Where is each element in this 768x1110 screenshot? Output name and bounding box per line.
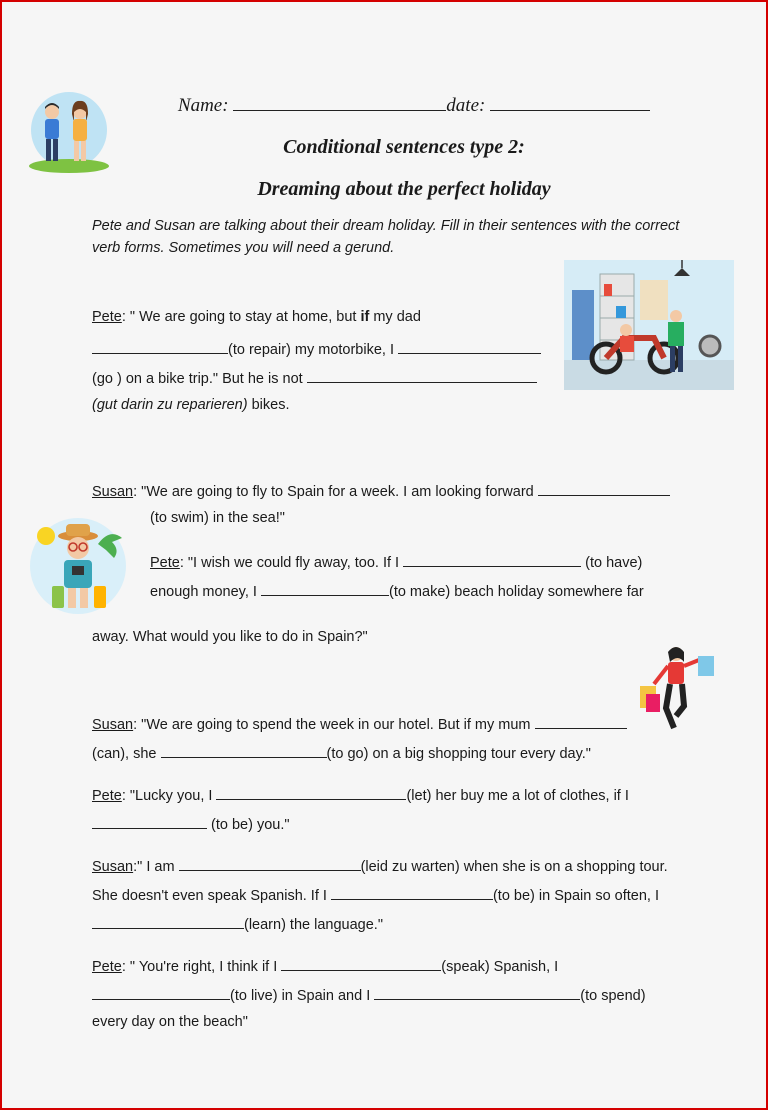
title-line-1: Conditional sentences type 2:	[283, 136, 525, 158]
speaker-susan: Susan	[92, 484, 134, 500]
p2-line-2: (to swim) in the sea!"	[150, 510, 285, 526]
p7-line-1: Pete: " You're right, I think if I (speak) Spanish, I	[92, 956, 558, 975]
name-label: Name:	[177, 95, 229, 116]
p6-line-2: She doesn't even speak Spanish. If I (to be) in Spain so often, I	[92, 885, 659, 904]
answer-blank[interactable]	[179, 856, 361, 871]
date-blank[interactable]	[490, 96, 650, 111]
answer-blank[interactable]	[307, 368, 537, 383]
answer-blank[interactable]	[261, 581, 389, 596]
p6-line-1: Susan:" I am (leid zu warten) when she is on a shopping tour.	[92, 856, 668, 875]
speaker-susan: Susan	[92, 717, 134, 733]
answer-blank[interactable]	[403, 552, 581, 567]
title-line-2: Dreaming about the perfect holiday	[257, 178, 551, 200]
name-date-line	[2, 95, 766, 117]
answer-blank[interactable]	[535, 714, 627, 729]
p7-line-3: every day on the beach"	[92, 1014, 248, 1030]
answer-blank[interactable]	[281, 956, 441, 971]
answer-blank[interactable]	[398, 339, 541, 354]
answer-blank[interactable]	[374, 985, 580, 1000]
answer-blank[interactable]	[92, 339, 228, 354]
p4-line-1: Susan: "We are going to spend the week in our hotel. But if my mum	[92, 714, 627, 733]
speaker-pete: Pete	[92, 788, 122, 804]
p1-line-3: (go ) on a bike trip." But he is not	[92, 368, 537, 387]
tourist-illustration	[28, 514, 128, 622]
p3-line-3: away. What would you like to do in Spain?"	[92, 629, 368, 645]
answer-blank[interactable]	[161, 743, 327, 758]
p1-line-1: Pete: " We are going to stay at home, but if my dad	[92, 309, 421, 325]
answer-blank[interactable]	[92, 814, 207, 829]
garage-repair-illustration	[564, 260, 734, 390]
p3-line-1: Pete: "I wish we could fly away, too. If I (to have)	[150, 552, 642, 571]
p3-line-2: enough money, I (to make) beach holiday somewhere far	[150, 581, 644, 600]
p2-line-1: Susan: "We are going to fly to Spain for a week. I am looking forward	[92, 481, 670, 500]
p5-line-1: Pete: "Lucky you, I (let) her buy me a lot of clothes, if I	[92, 785, 629, 804]
p7-line-2: (to live) in Spain and I (to spend)	[92, 985, 646, 1004]
speaker-susan: Susan	[92, 859, 134, 875]
p6-line-3: (learn) the language."	[92, 914, 383, 933]
speaker-pete: Pete	[92, 309, 122, 325]
answer-blank[interactable]	[538, 481, 670, 496]
answer-blank[interactable]	[216, 785, 406, 800]
name-blank[interactable]	[233, 96, 446, 111]
speaker-pete: Pete	[150, 555, 180, 571]
answer-blank[interactable]	[92, 985, 230, 1000]
p1-line-4: (gut darin zu reparieren) bikes.	[92, 397, 290, 413]
shopping-woman-illustration	[632, 644, 722, 742]
speaker-pete: Pete	[92, 959, 122, 975]
p1-line-2: (to repair) my motorbike, I	[92, 339, 541, 358]
p4-line-2: (can), she (to go) on a big shopping tour every day."	[92, 743, 591, 762]
instructions: Pete and Susan are talking about their dream holiday. Fill in their sentences with the correct verb forms. Sometimes you will need a gerund.	[92, 218, 680, 256]
answer-blank[interactable]	[92, 914, 244, 929]
date-label: date:	[446, 95, 486, 116]
answer-blank[interactable]	[331, 885, 493, 900]
p5-line-2: (to be) you."	[92, 814, 290, 833]
